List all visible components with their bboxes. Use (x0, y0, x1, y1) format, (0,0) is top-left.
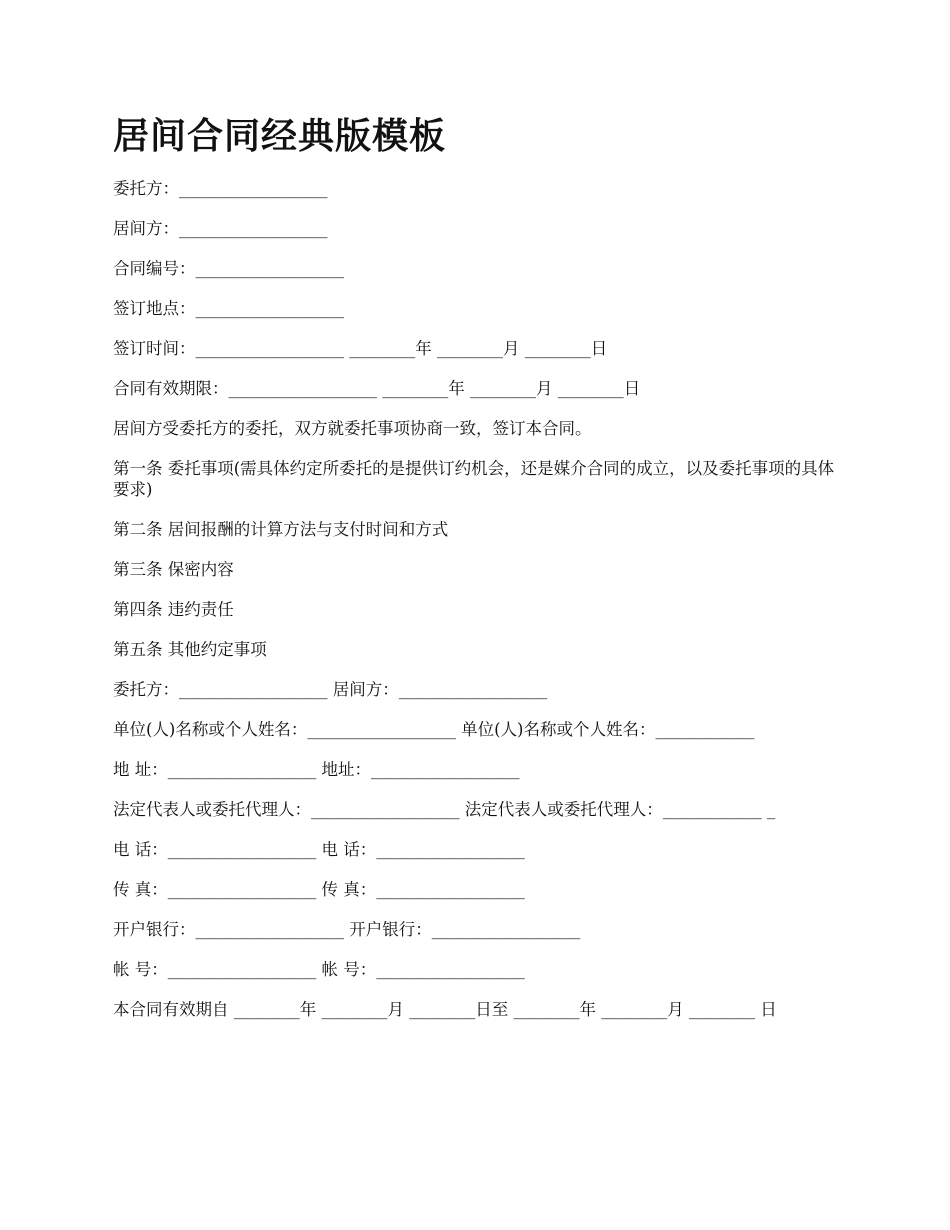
fax-line: 传 真：__________________ 传 真：__________________ (113, 880, 525, 899)
article-5: 第五条 其他约定事项 (113, 640, 267, 659)
document-page (113, 112, 838, 1039)
article-4: 第四条 违约责任 (113, 600, 234, 619)
phone-line: 电 话：__________________ 电 话：__________________ (113, 840, 525, 859)
preamble-text: 居间方受委托方的委托，双方就委托事项协商一致，签订本合同。 (113, 419, 592, 438)
bank-line: 开户银行：__________________ 开户银行：__________________ (113, 920, 581, 939)
article-2: 第二条 居间报酬的计算方法与支付时间和方式 (113, 520, 449, 539)
unit-name-line: 单位(人)名称或个人姓名：__________________ 单位(人)名称或个人姓名：____________ (113, 720, 755, 739)
contract-number-line: 合同编号：__________________ (113, 259, 344, 278)
document-title: 居间合同经典版模板 (113, 115, 447, 157)
validity-dates-line: 本合同有效期自 ________年 ________月 ________日至 ________年 ________月 ________ 日 (113, 1000, 777, 1019)
address-line: 地 址：__________________ 地址：__________________ (113, 760, 520, 779)
signing-place-line: 签订地点：__________________ (113, 299, 344, 318)
intermediary-party-line: 居间方：__________________ (113, 219, 328, 238)
article-3: 第三条 保密内容 (113, 560, 234, 579)
article-1: 第一条 委托事项(需具体约定所委托的是提供订约机会，还是媒介合同的成立，以及委托事项的具体要求) (113, 459, 835, 499)
legal-representative-line: 法定代表人或委托代理人：__________________ 法定代表人或委托代理人：____________ _ (113, 800, 776, 819)
validity-period-line: 合同有效期限：__________________ ________年 ________月 ________日 (113, 379, 641, 398)
client-party-line: 委托方：__________________ (113, 179, 328, 198)
account-number-line: 帐 号：__________________ 帐 号：__________________ (113, 960, 525, 979)
signature-parties-line: 委托方：__________________ 居间方：__________________ (113, 680, 548, 699)
signing-date-line: 签订时间：__________________ ________年 ________月 ________日 (113, 339, 608, 358)
